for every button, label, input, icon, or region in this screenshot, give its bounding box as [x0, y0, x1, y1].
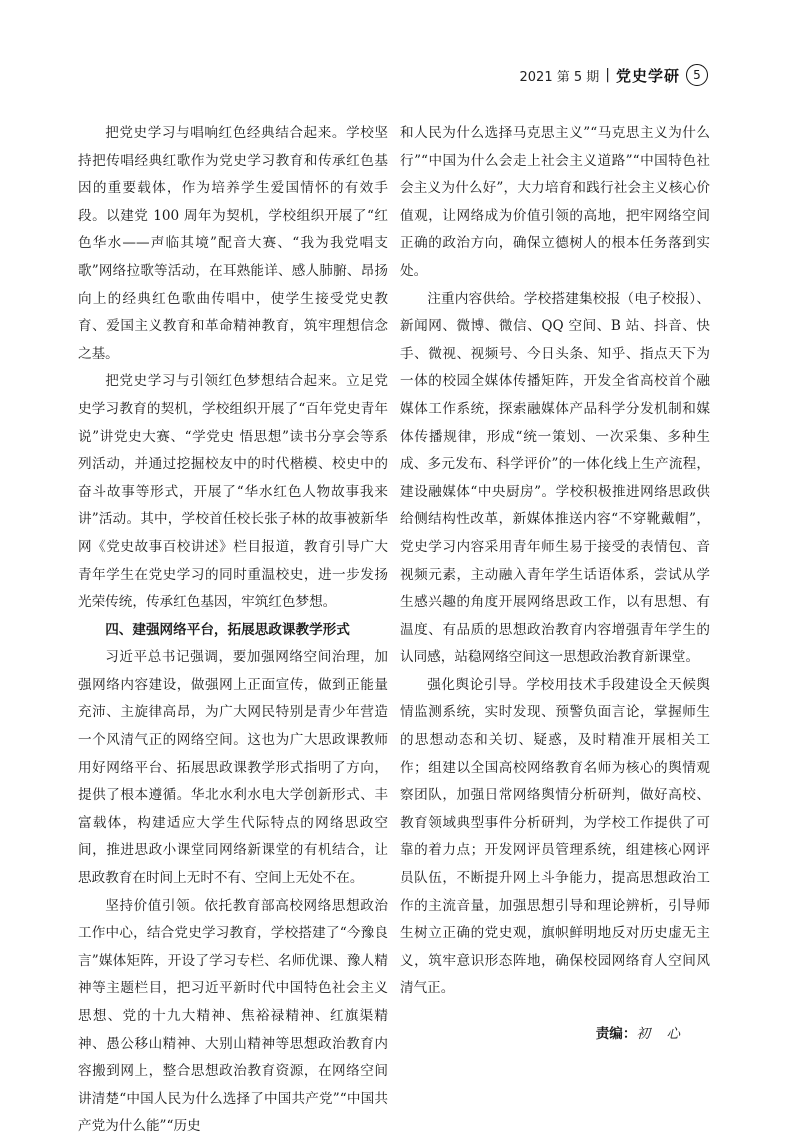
editor-name: 初 心: [636, 1026, 686, 1042]
issue-label: 2021 第 5 期: [519, 69, 600, 85]
paragraph-network-governance: 习近平总书记强调，要加强网络空间治理，加强网络内容建设，做强网上正面宣传，做到正能量充沛、主旋律高昂，为广大网民特别是青少年营造一个风清气正的网络空间。这也为广大思政课教师用好网络平台、拓展思政课教学形式指明了方向，提供了根本遵循。华北水利水电大学创新形式、丰富载体，构建适应大学生代际特点的网络思政空间，推进思政小课堂同网络新课堂的有机结合，让思政教育在时间上无时不有、空间上无处不在。: [78, 649, 388, 887]
page-header: [520, 64, 709, 86]
paragraph-opinion-guidance: 强化舆论引导。学校用技术手段建设全天候舆情监测系统，实时发现、预警负面言论，掌握师生的思想动态和关切、疑惑，及时精准开展相关工作；组建以全国高校网络教育名师为核心的舆情观察团队，加强日常网络舆情分析研判，做好高校、教育领域典型事件分析研判，为学校工作提供了可靠的着力点；开发网评员管理系统，组建核心网评员队伍，不断提升网上斗争能力，提高思想政治工作的主流音量，加强思想引导和理论辨析，引导师生树立正确的党史观，旗帜鲜明地反对历史虚无主义，筑牢意识形态阵地，确保校园网络育人空间风清气正。: [400, 676, 710, 997]
page-number-badge: 5: [686, 64, 708, 86]
paragraph-red-dreams: 把党史学习与引领红色梦想结合起来。立足党史学习教育的契机，学校组织开展了“百年党史青年说”讲党史大赛、“学党史 悟思想”读书分享会等系列活动，并通过挖掘校友中的时代楷模、校史中的奋斗故事等形式，开展了“华水红色人物故事我来讲”活动。其中，学校首任校长张子林的故事被新华网《党史故事百校讲述》栏目报道，教育引导广大青年学生在党史学习的同时重温校史，进一步发扬光荣传统，传承红色基因，牢筑红色梦想。: [78, 373, 388, 611]
right-column: [400, 120, 710, 1049]
header-separator: |: [605, 67, 610, 83]
paragraph-content-supply: 注重内容供给。学校搭建集校报（电子校报）、新闻网、微博、微信、QQ 空间、B 站、抖音、快手、微视、视频号、今日头条、知乎、指点天下为一体的校园全媒体传播矩阵，开发全省高校首个融媒体工作系统，探索融媒体产品科学分发机制和媒体传播规律，形成“统一策划、一次采集、多种生成、多元发布、科学评价”的一体化线上生产流程，建设融媒体“中央厨房”。学校积极推进网络思政供给侧结构性改革，新媒体推送内容“不穿靴戴帽”，党史学习内容采用青年师生易于接受的表情包、音视频元素，主动融入青年学生话语体系，尝试从学生感兴趣的角度开展网络思政工作，以有思想、有温度、有品质的思想政治教育内容增强青年学生的认同感，站稳网络空间这一思想政治教育新课堂。: [400, 290, 710, 666]
editor-label: 责编：: [595, 1026, 637, 1042]
editor-credit: [400, 1021, 710, 1049]
journal-title: 党史学研: [615, 66, 680, 85]
paragraph-red-classics: 把党史学习与唱响红色经典结合起来。学校坚持把传唱经典红歌作为党史学习教育和传承红色基因的重要载体，作为培养学生爱国情怀的有效手段。以建党 100 周年为契机，学校组织开展了“红色华水——声临其境”配音大赛、“我为我党唱支歌”网络拉歌等活动，在耳熟能详、感人肺腑、昂扬向上的经典红色歌曲传唱中，使学生接受党史教育、爱国主义教育和革命精神教育，筑牢理想信念之基。: [78, 125, 388, 362]
paragraph-value-guidance: 坚持价值引领。依托教育部高校网络思想政治工作中心，结合党史学习教育，学校搭建了“今豫良言”媒体矩阵，开设了学习专栏、名师优课、豫人精神等主题栏目，把习近平新时代中国特色社会主义思想、党的十九大精神、焦裕禄精神、红旗渠精神、愚公移山精神、大别山精神等思想政治教育内容搬到网上，整合思想政治教育资源，在网络空间讲清楚“中国人民为什么选择了中国共产党”“中国共产党为什么能”“历史: [78, 897, 388, 1135]
section-heading-network-platform: 四、建强网络平台，拓展思政课教学形式: [105, 621, 350, 638]
paragraph-continuation: 和人民为什么选择马克思主义”“马克思主义为什么行”“中国为什么会走上社会主义道路”“中国特色社会主义为什么好”，大力培育和践行社会主义核心价值观，让网络成为价值引领的高地，把牢网络空间正确的政治方向，确保立德树人的根本任务落到实处。: [400, 125, 710, 279]
left-column: [78, 120, 388, 1141]
